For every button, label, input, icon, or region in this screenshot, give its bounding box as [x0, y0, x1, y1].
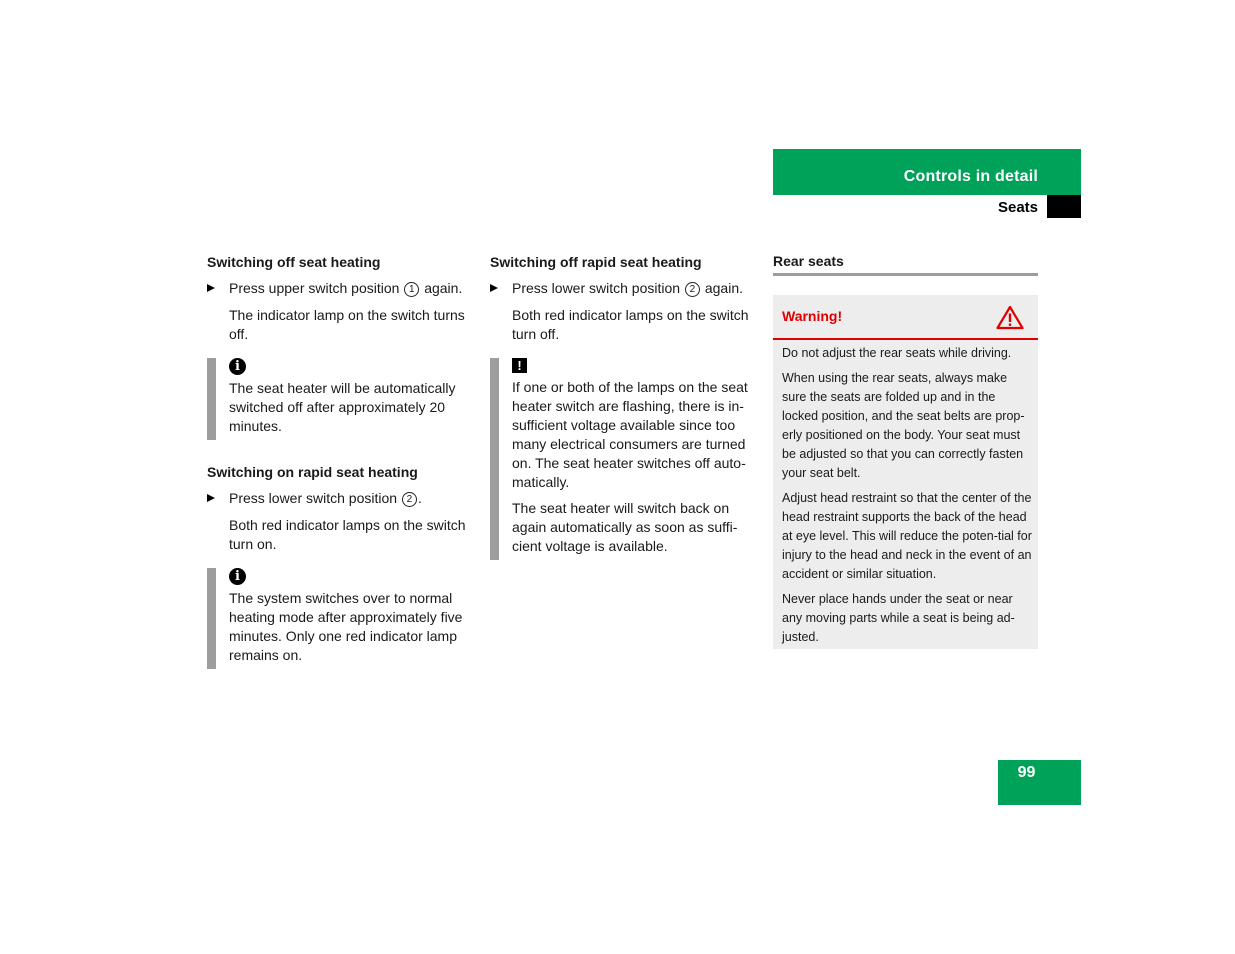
caution-note: [490, 358, 755, 560]
column-left: [207, 253, 472, 669]
info-note-text: The seat heater will be automatically switched off after approximately 20 minutes.: [229, 380, 456, 434]
header-marker: [1047, 195, 1081, 218]
bullet-arrow-icon: [490, 284, 498, 292]
step-press-upper: Press upper switch position 1 again.: [207, 279, 472, 298]
section-title: Controls in detail: [903, 168, 1038, 185]
note-bar: [207, 358, 216, 440]
bullet-arrow-icon: [207, 284, 215, 292]
position-number-icon: 1: [404, 282, 419, 297]
warning-rule: [773, 338, 1038, 340]
info-icon: i: [229, 568, 246, 585]
step-result: Both red indicator lamps on the switch turn on.: [229, 517, 466, 552]
info-note-2: [207, 568, 472, 669]
caution-text-2: The seat heater will switch back on again automatically as soon as suffi-cient voltage is available.: [512, 500, 738, 554]
step-result: The indicator lamp on the switch turns off.: [229, 307, 465, 342]
section-subtitle: Seats: [997, 199, 1038, 216]
step-result: Both red indicator lamps on the switch turn off.: [512, 307, 749, 342]
warning-para-4: Never place hands under the seat or near any moving parts while a seat is being ad-justed.: [782, 592, 1015, 644]
warning-triangle-icon: [996, 305, 1024, 335]
caution-text-1: If one or both of the lamps on the seat heater switch are flashing, there is in-sufficient voltage available since too many electrical consumers are turned on. The seat heater switches off auto-matically.: [512, 379, 748, 490]
heading-switching-off: Switching off seat heating: [207, 254, 381, 270]
heading-rule: [773, 273, 1038, 276]
warning-para-1: Do not adjust the rear seats while driving.: [782, 346, 1012, 360]
note-bar: [490, 358, 499, 560]
heading-switching-off-rapid: Switching off rapid seat heating: [490, 254, 702, 270]
position-number-icon: 2: [402, 492, 417, 507]
exclamation-icon: !: [512, 358, 527, 373]
page-number: 99: [1017, 764, 1036, 781]
warning-text: [782, 344, 1032, 653]
heading-rear-seats: Rear seats: [773, 253, 844, 269]
step-press-lower: Press lower switch position 2 .: [207, 489, 472, 508]
note-bar: [207, 568, 216, 669]
step-press-lower: Press lower switch position 2 again.: [490, 279, 755, 298]
warning-para-3: Adjust head restraint so that the center of the head restraint supports the back of the head at eye level. This will reduce the poten-tial for injury to the head and neck in the event of an accident or similar situation.: [782, 491, 1032, 581]
info-icon: i: [229, 358, 246, 375]
info-note-1: [207, 358, 472, 440]
position-number-icon: 2: [685, 282, 700, 297]
bullet-arrow-icon: [207, 494, 215, 502]
heading-switching-on-rapid: Switching on rapid seat heating: [207, 464, 418, 480]
warning-para-2: When using the rear seats, always make sure the seats are folded up and in the locked position, and the seat belts are prop-erly positioned on the body. Your seat must be adjusted so that you can correctly fasten your seat belt.: [782, 371, 1025, 480]
info-note-text: The system switches over to normal heating mode after approximately five minutes. Only one red indicator lamp remains on.: [229, 590, 463, 663]
column-middle: [490, 253, 755, 560]
warning-label: Warning!: [782, 308, 843, 324]
